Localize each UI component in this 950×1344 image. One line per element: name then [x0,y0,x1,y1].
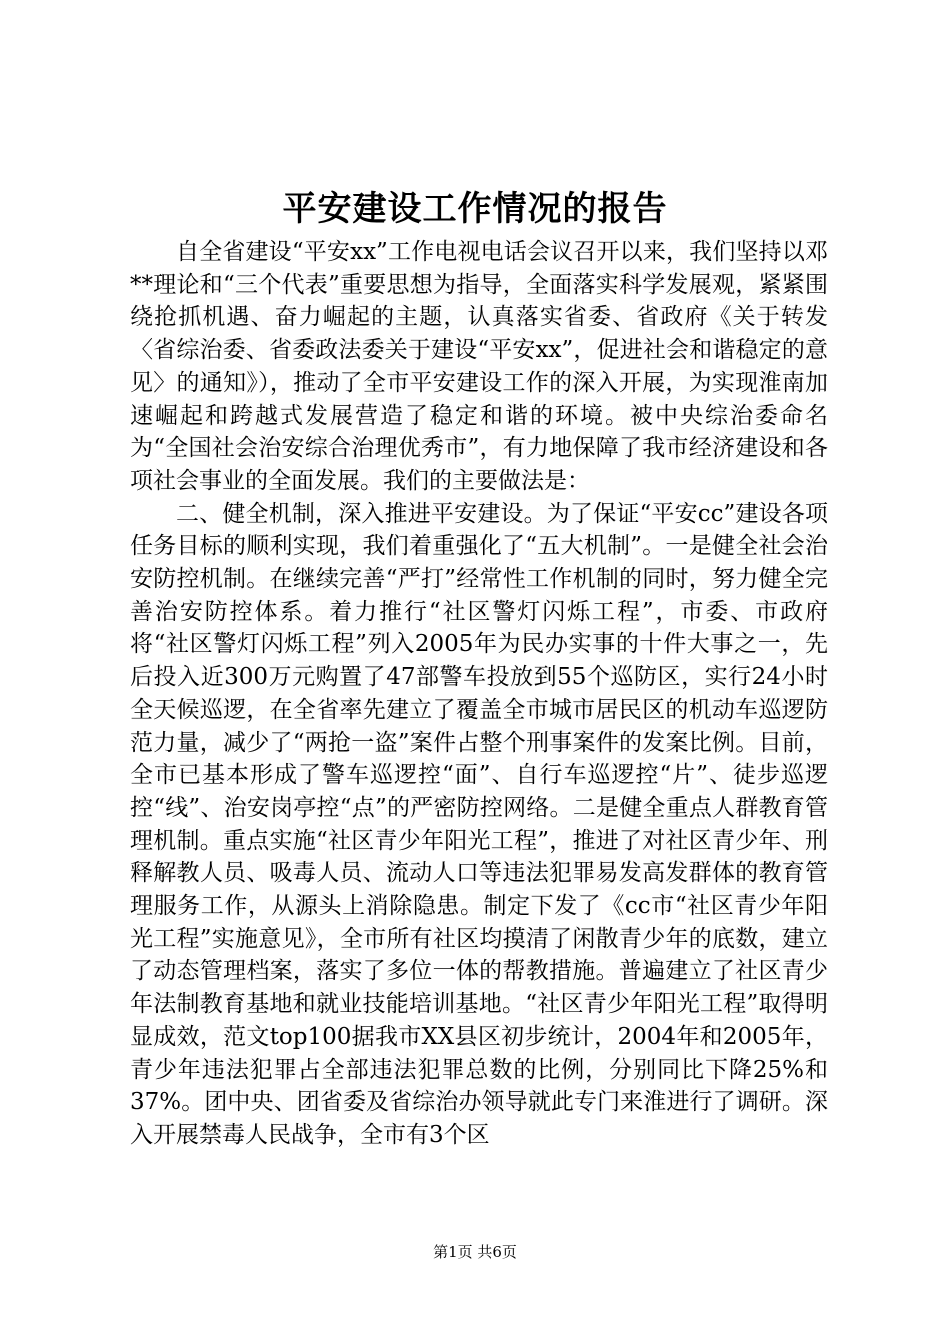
document-title: 平安建设工作情况的报告 [282,189,668,229]
document-body [130,236,828,1152]
paragraph-mechanisms: 二、健全机制，深入推进平安建设。为了保证“平安cc”建设各项任务目标的顺利实现，我们着重强化了“五大机制”。一是健全社会治安防控机制。在继续完善“严打”经常性工作机制的同时，努力健全完善治安防控体系。着力推行“社区警灯闪烁工程”，市委、市政府将“社区警灯闪烁工程”列入2005年为民办实事的十件大事之一，先后投入近300万元购置了47部警车投放到55个巡防区，实行24小时全天候巡逻，在全省率先建立了覆盖全市城市居民区的机动车巡逻防范力量，减少了“两抢一盗”案件占整个刑事案件的发案比例。目前，全市已基本形成了警车巡逻控“面”、自行车巡逻控“片”、徒步巡逻控“线”、治安岗亭控“点”的严密防控网络。二是健全重点人群教育管理机制。重点实施“社区青少年阳光工程”，推进了对社区青少年、刑释解教人员、吸毒人员、流动人口等违法犯罪易发高发群体的教育管理服务工作，从源头上消除隐患。制定下发了《cc市“社区青少年阳光工程”实施意见》，全市所有社区均摸清了闲散青少年的底数，建立了动态管理档案，落实了多位一体的帮教措施。普遍建立了社区青少年法制教育基地和就业技能培训基地。“社区青少年阳光工程”取得明显成效，范文top100据我市XX县区初步统计，2004年和2005年，青少年违法犯罪占全部违法犯罪总数的比例，分别同比下降25%和37%。团中央、团省委及省综治办领导就此专门来淮进行了调研。深入开展禁毒人民战争，全市有3个区 [130,500,828,1148]
paragraph-intro: 自全省建设“平安xx”工作电视电话会议召开以来，我们坚持以邓**理论和“三个代表”重要思想为指导，全面落实科学发展观，紧紧围绕抢抓机遇、奋力崛起的主题，认真落实省委、省政府《关于转发〈省综治委、省委政法委关于建设“平安xx”，促进社会和谐稳定的意见〉的通知》），推动了全市平安建设工作的深入开展，为实现淮南加速崛起和跨越式发展营造了稳定和谐的环境。被中央综治委命名为“全国社会治安综合治理优秀市”，有力地保障了我市经济建设和各项社会事业的全面发展。我们的主要做法是： [130,239,828,494]
page-footer: 第1页 共6页 [433,1243,517,1261]
